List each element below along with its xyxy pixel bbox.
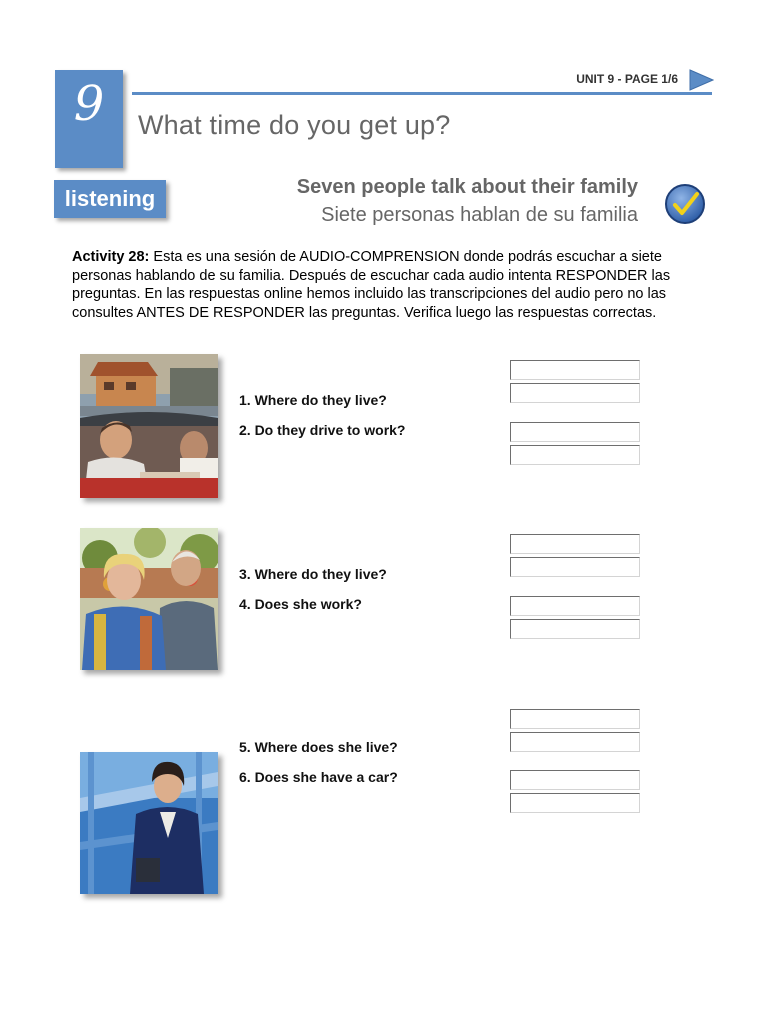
answer-field-q2-a[interactable] — [510, 422, 640, 442]
photo-businesswoman — [80, 752, 218, 894]
answer-field-q4-a[interactable] — [510, 596, 640, 616]
activity-instructions — [72, 248, 712, 322]
question-6: 6. Does she have a car? — [239, 769, 398, 785]
answer-field-q5-a[interactable] — [510, 709, 640, 729]
activity-label: Activity 28: — [72, 249, 150, 265]
photo-older-couple — [80, 528, 218, 670]
section-label: listening — [64, 186, 156, 211]
question-4: 4. Does she work? — [239, 596, 362, 612]
page-title: What time do you get up? — [138, 110, 451, 140]
answer-field-q3-b[interactable] — [510, 557, 640, 577]
answer-field-q6-b[interactable] — [510, 793, 640, 813]
activity-text: Esta es una sesión de AUDIO-COMPRENSION donde podrás escuchar a siete personas hablando de su familia. Después de escuchar cada audio intenta RESPONDER las preguntas. En las respuestas online hemos incluido las transcripciones del audio pero no las consultes ANTES DE RESPONDER las preguntas. Verifica luego las respuestas correctas. — [72, 249, 671, 321]
next-page-arrow-icon[interactable] — [688, 69, 714, 91]
answer-field-q2-b[interactable] — [510, 445, 640, 465]
answer-field-q4-b[interactable] — [510, 619, 640, 639]
section-tag — [54, 180, 166, 218]
page-label: UNIT 9 - PAGE 1/6 — [576, 72, 678, 86]
unit-number: 9 — [73, 76, 105, 132]
question-1: 1. Where do they live? — [239, 392, 387, 408]
question-5: 5. Where does she live? — [239, 739, 398, 755]
answer-field-q6-a[interactable] — [510, 770, 640, 790]
subtitle-spanish: Siete personas hablan de su familia — [321, 204, 638, 226]
question-2: 2. Do they drive to work? — [239, 422, 406, 438]
answer-field-q5-b[interactable] — [510, 732, 640, 752]
unit-badge — [55, 70, 123, 168]
question-3: 3. Where do they live? — [239, 566, 387, 582]
answer-field-q3-a[interactable] — [510, 534, 640, 554]
photo-couple-in-car — [80, 354, 218, 498]
answer-field-q1-b[interactable] — [510, 383, 640, 403]
answer-field-q1-a[interactable] — [510, 360, 640, 380]
header-rule — [132, 92, 712, 95]
subtitle-english: Seven people talk about their family — [296, 176, 638, 198]
check-badge-icon[interactable] — [664, 182, 706, 226]
